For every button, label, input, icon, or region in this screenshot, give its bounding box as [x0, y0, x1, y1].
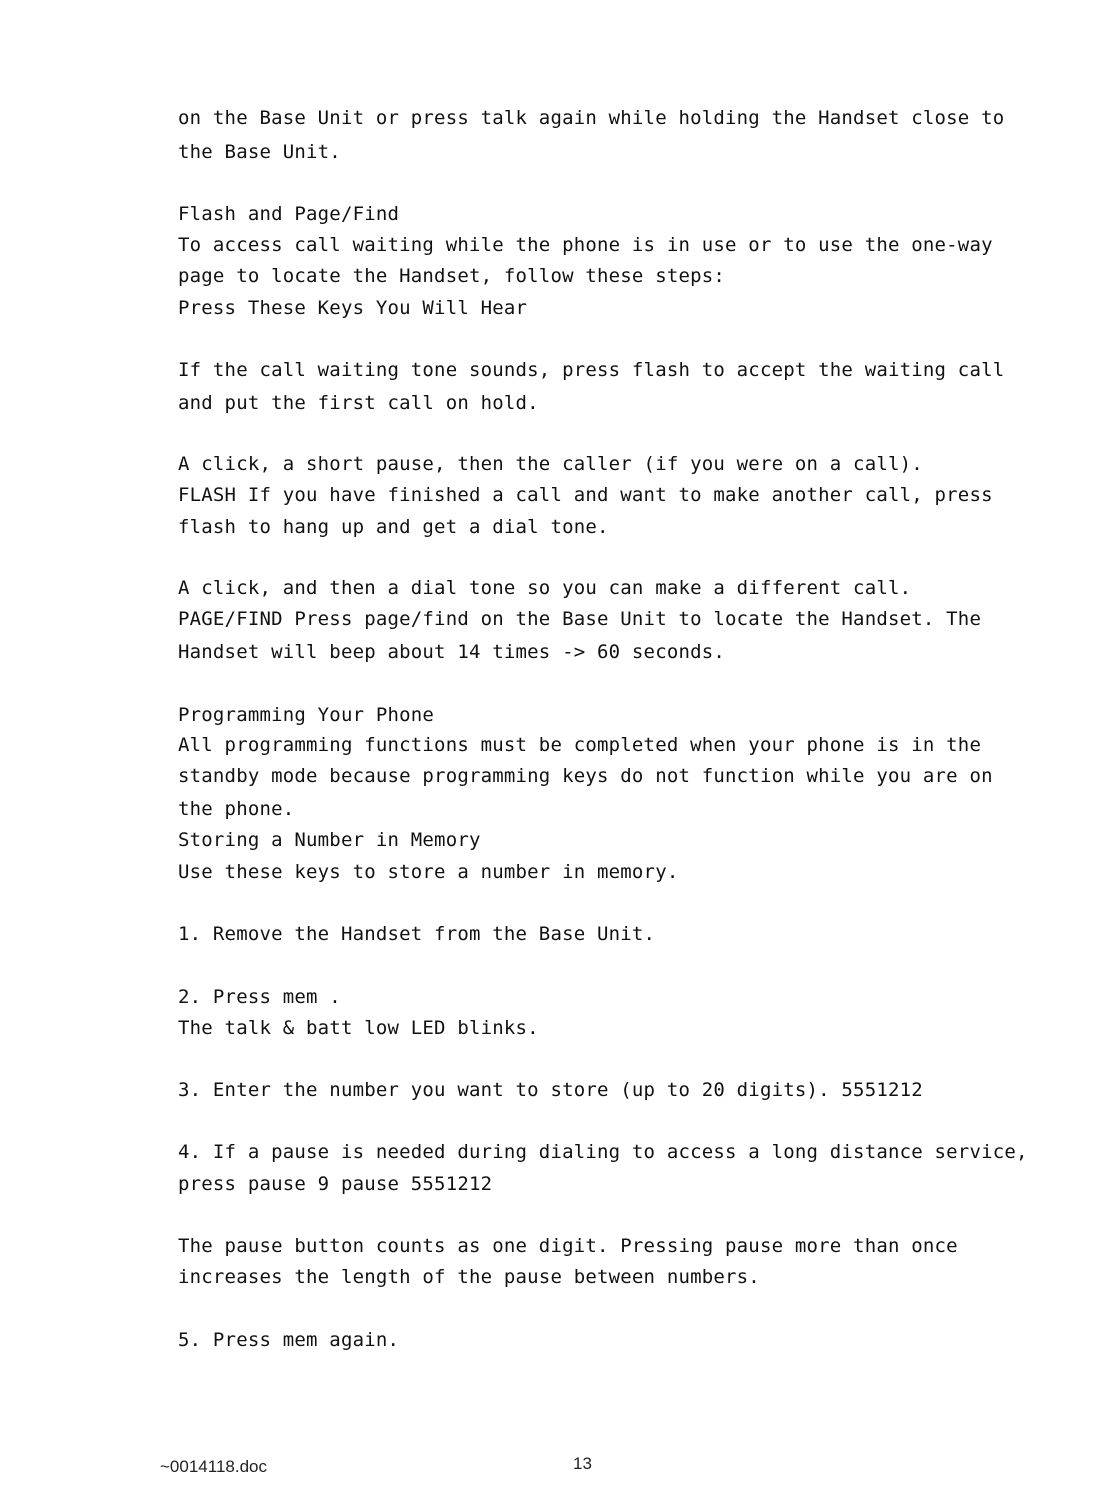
section-heading: Flash and Page/Find: [178, 203, 400, 225]
text-line: If the call waiting tone sounds, press flash to accept the waiting call: [178, 359, 1005, 381]
text-line: on the Base Unit or press talk again while holding the Handset close to: [178, 107, 1005, 129]
text-line: The talk & batt low LED blinks.: [178, 1017, 539, 1039]
text-line: The pause button counts as one digit. Pressing pause more than once: [178, 1235, 958, 1257]
text-line: Use these keys to store a number in memory.: [178, 861, 679, 883]
section-heading: Programming Your Phone: [178, 704, 435, 726]
subsection-heading: Storing a Number in Memory: [178, 829, 481, 851]
text-line: press pause 9 pause 5551212: [178, 1173, 493, 1195]
text-line: standby mode because programming keys do not function while you are on: [178, 765, 993, 787]
text-line: Handset will beep about 14 times -> 60 seconds.: [178, 641, 726, 663]
step-2: 2. Press mem .: [178, 986, 341, 1008]
page-number: 13: [573, 1454, 592, 1473]
text-line: FLASH If you have finished a call and want to make another call, press: [178, 484, 993, 506]
text-line: A click, and then a dial tone so you can make a different call.: [178, 577, 912, 599]
text-line: page to locate the Handset, follow these steps:: [178, 265, 726, 287]
text-line: To access call waiting while the phone is in use or to use the one-way: [178, 234, 993, 256]
text-line: flash to hang up and get a dial tone.: [178, 516, 609, 538]
step-3: 3. Enter the number you want to store (up to 20 digits). 5551212: [178, 1079, 923, 1101]
text-line: increases the length of the pause between numbers.: [178, 1266, 760, 1288]
text-line: PAGE/FIND Press page/find on the Base Unit to locate the Handset. The: [178, 608, 982, 630]
footer-filename: ~0014118.doc: [160, 1457, 267, 1476]
text-line: All programming functions must be completed when your phone is in the: [178, 734, 982, 756]
step-4: 4. If a pause is needed during dialing to access a long distance service,: [178, 1141, 1028, 1163]
step-5: 5. Press mem again.: [178, 1329, 400, 1351]
step-1: 1. Remove the Handset from the Base Unit.: [178, 923, 656, 945]
text-line: and put the first call on hold.: [178, 392, 539, 414]
text-line: the phone.: [178, 798, 295, 820]
text-line: A click, a short pause, then the caller (if you were on a call).: [178, 453, 923, 475]
text-line: the Base Unit.: [178, 141, 341, 163]
text-line: Press These Keys You Will Hear: [178, 297, 528, 319]
